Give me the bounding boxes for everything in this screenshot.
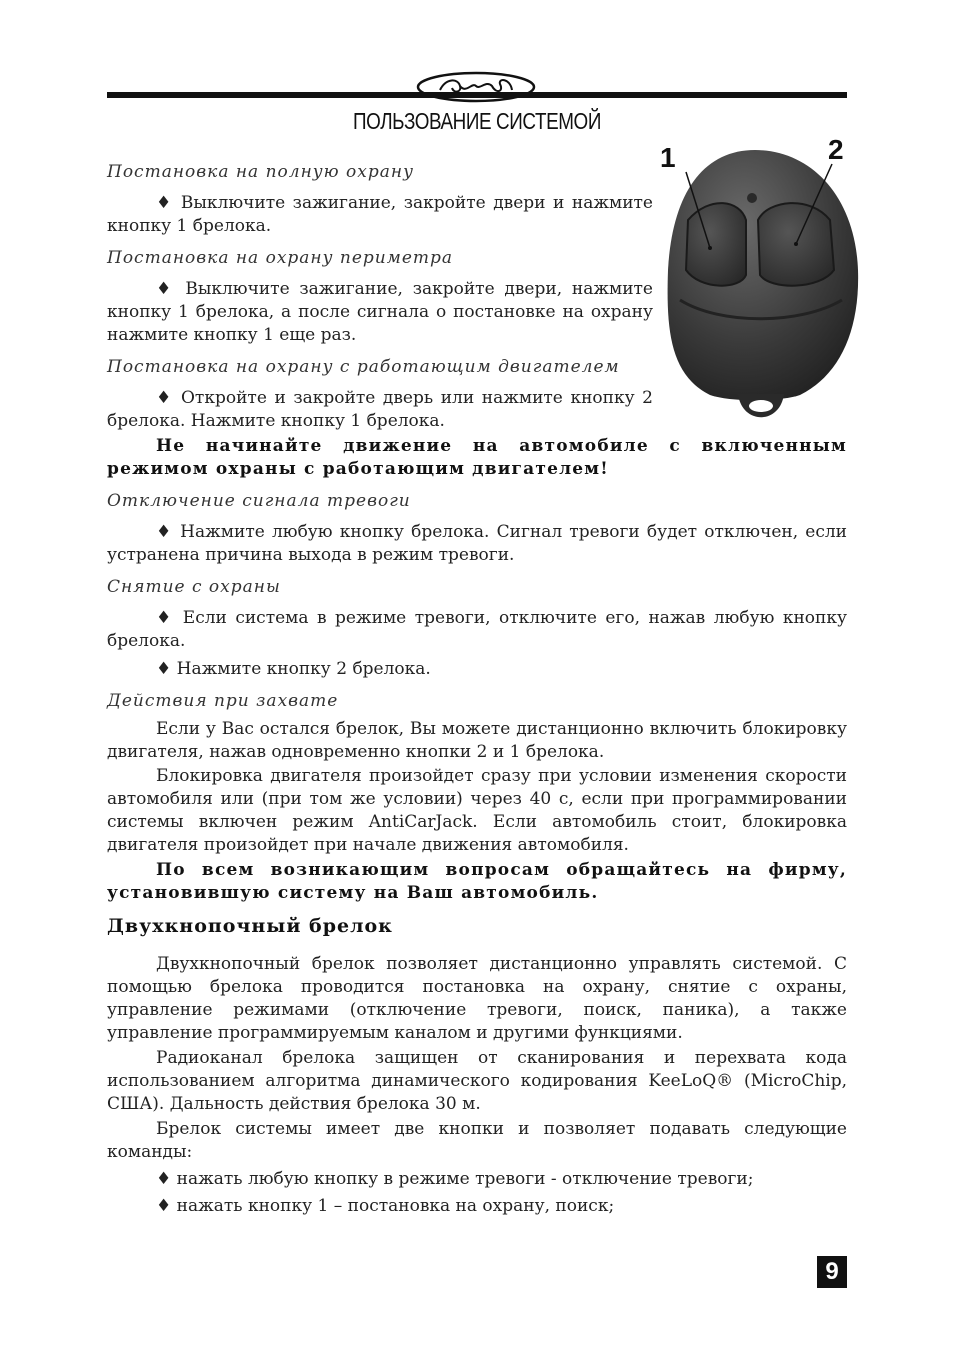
two-button-paragraph-2: Радиоканал брелока защищен от сканирования и перехвата кода использованием алгоритма динамического кодирования KeeLoQ® (MicroChip, США). Дальность действия брелока 30 м. — [107, 1048, 847, 1114]
section-heading-capture: Действия при захвате — [107, 691, 339, 711]
command-list-item-2: ♦ нажать кнопку 1 – постановка на охрану, поиск; — [156, 1196, 615, 1216]
section-heading-perimeter: Постановка на охрану периметра — [107, 248, 454, 268]
engine-running-warning: Не начинайте движение на автомобиле с включенным режимом охраны с работающим двигателем! — [107, 436, 847, 479]
callout-2: 2 — [828, 134, 844, 165]
command-list-item-1: ♦ нажать любую кнопку в режиме тревоги - отключение тревоги; — [156, 1169, 754, 1189]
header-ornament — [414, 70, 538, 104]
key-fob-illustration — [650, 140, 860, 440]
disarm-text-2: ♦ Нажмите кнопку 2 брелока. — [156, 659, 431, 679]
section-heading-disarm: Снятие с охраны — [107, 577, 281, 597]
full-guard-text: ♦ Выключите зажигание, закройте двери и нажмите кнопку 1 брелока. — [107, 193, 653, 236]
perimeter-text: ♦ Выключите зажигание, закройте двери, нажмите кнопку 1 брелока, а после сигнала о постановке на охрану нажмите кнопку 1 еще раз. — [107, 279, 653, 345]
capture-notice: По всем возникающим вопросам обращайтесь на фирму, установившую систему на Ваш автомобиль. — [107, 860, 847, 903]
capture-paragraph-1: Если у Вас остался брелок, Вы можете дистанционно включить блокировку двигателя, нажав одновременно кнопки 2 и 1 брелока. — [107, 719, 847, 762]
alarm-off-text: ♦ Нажмите любую кнопку брелока. Сигнал тревоги будет отключен, если устранена причина выхода в режим тревоги. — [107, 522, 847, 565]
two-button-paragraph-1: Двухкнопочный брелок позволяет дистанционно управлять системой. С помощью брелока проводится постановка на охрану, снятие с охраны, управление режимами (отключение тревоги, поиск, паника), а также управление программируемым каналом и другими функциями. — [107, 954, 847, 1043]
page-title: ПОЛЬЗОВАНИЕ СИСТЕМОЙ — [353, 108, 601, 134]
header-rule — [107, 92, 847, 98]
section-heading-alarm-off: Отключение сигнала тревоги — [107, 491, 411, 511]
disarm-text-1: ♦ Если система в режиме тревоги, отключите его, нажав любую кнопку брелока. — [107, 608, 847, 651]
page-number: 9 — [817, 1256, 847, 1288]
section-heading-full-guard: Постановка на полную охрану — [107, 162, 414, 182]
capture-paragraph-2: Блокировка двигателя произойдет сразу при условии изменения скорости автомобиля или (при том же условии) через 40 с, если при программировании системы включен режим AntiCarJack. Если автомобиль стоит, блокировка двигателя произойдет при начале движения автомобиля. — [107, 766, 847, 855]
engine-running-text: ♦ Откройте и закройте дверь или нажмите кнопку 2 брелока. Нажмите кнопку 1 брелока. — [107, 388, 653, 431]
callout-1: 1 — [660, 142, 676, 173]
two-button-paragraph-3: Брелок системы имеет две кнопки и позволяет подавать следующие команды: — [107, 1119, 847, 1162]
section-heading-two-button-fob: Двухкнопочный брелок — [107, 915, 393, 937]
section-heading-engine-running: Постановка на охрану с работающим двигателем — [107, 357, 620, 377]
